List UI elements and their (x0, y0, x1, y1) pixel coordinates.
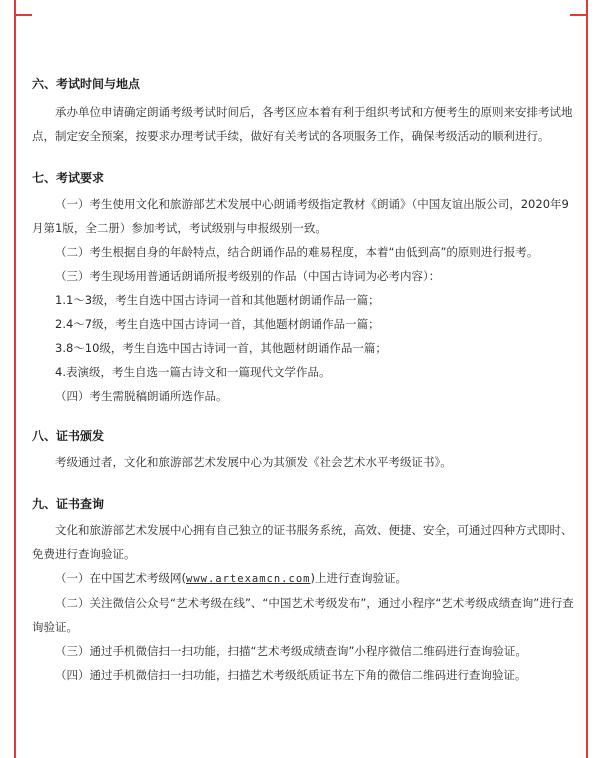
level-list-item-2: 2.4～7级，考生自选中国古诗词一首，其他题材朗诵作品一篇； (55, 317, 380, 331)
section-9-paragraph: 文化和旅游部艺术发展中心拥有自己独立的证书服务系统，高效、便捷、安全，可通过四种方式即时、免费进行查询验证。 (32, 523, 573, 561)
query-method-1 (32, 566, 580, 591)
section-6-title: 六、考试时间与地点 (32, 77, 141, 91)
query-method-4: （四）通过手机微信扫一扫功能，扫描艺术考级纸质证书左下角的微信二维码进行查询验证。 (55, 668, 527, 682)
query-method-2: （二）关注微信公众号“艺术考级在线”、“中国艺术考级发布”，通过小程序“艺术考级成绩查询”进行查询验证。 (32, 596, 574, 634)
section-7-item-3: （三）考生现场用普通话朗诵所报考级别的作品（中国古诗词为必考内容）： (55, 269, 441, 283)
query-method-3: （三）通过手机微信扫一扫功能，扫描“艺术考级成绩查询”小程序微信二维码进行查询验证。 (55, 644, 527, 658)
level-list-item-3: 3.8～10级，考生自选中国古诗词一首，其他题材朗诵作品一篇； (55, 341, 387, 355)
section-7-item-4: （四）考生需脱稿朗诵所选作品。 (55, 389, 228, 403)
document-body (32, 72, 580, 687)
section-7-item-1: （一）考生使用文化和旅游部艺术发展中心朗诵考级指定教材《朗诵》（中国友谊出版公司，2020年9月第1版，全二册）参加考试，考试级别与申报级别一致。 (32, 197, 569, 235)
frame-top-right-corner (570, 14, 588, 16)
section-6-paragraph: 承办单位申请确定朗诵考级考试时间后，各考区应本着有利于组织考试和方便考生的原则来安排考试地点，制定安全预案，按要求办理考试手续，做好有关考试的各项服务工作，确保考级活动的顺利进行。 (32, 105, 573, 143)
frame-right-border (586, 0, 588, 758)
section-8-title: 八、证书颁发 (32, 429, 105, 443)
frame-left-border (14, 0, 16, 758)
query-method-1-prefix: （一）在中国艺术考级网( (55, 571, 186, 585)
level-list-item-1: 1.1～3级，考生自选中国古诗词一首和其他题材朗诵作品一篇； (55, 293, 380, 307)
artexam-website-link[interactable]: www.artexamcn.com (186, 573, 311, 585)
frame-top-left-corner (14, 14, 32, 16)
section-8-paragraph: 考级通过者，文化和旅游部艺术发展中心为其颁发《社会艺术水平考级证书》。 (55, 455, 452, 469)
level-list-item-4: 4.表演级，考生自选一篇古诗文和一篇现代文学作品。 (55, 365, 331, 379)
query-method-1-suffix: )上进行查询验证。 (310, 571, 407, 585)
section-9-title: 九、证书查询 (32, 497, 105, 511)
section-7-title: 七、考试要求 (32, 171, 105, 185)
section-7-item-2: （二）考生根据自身的年龄特点，结合朗诵作品的难易程度，本着“由低到高”的原则进行报考。 (55, 245, 539, 259)
